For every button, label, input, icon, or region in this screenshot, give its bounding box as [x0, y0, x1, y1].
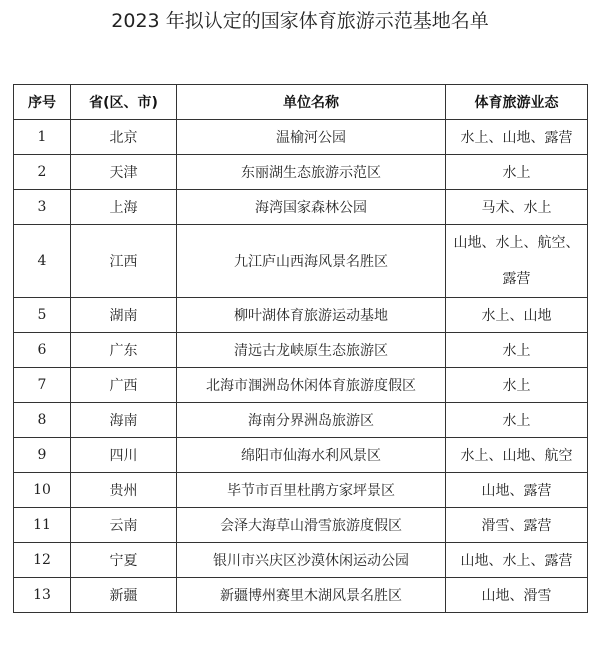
cell-tourism-type: 山地、滑雪 — [446, 578, 588, 613]
cell-province: 广西 — [71, 368, 177, 403]
cell-serial-number: 8 — [14, 403, 71, 438]
cell-tourism-type: 马术、水上 — [446, 190, 588, 225]
cell-unit-name: 北海市涠洲岛休闲体育旅游度假区 — [177, 368, 446, 403]
cell-unit-name: 银川市兴庆区沙漠休闲运动公园 — [177, 543, 446, 578]
cell-tourism-type: 水上、山地 — [446, 298, 588, 333]
cell-province: 新疆 — [71, 578, 177, 613]
base-list-table — [13, 84, 588, 613]
cell-serial-number: 2 — [14, 155, 71, 190]
cell-unit-name: 会泽大海草山滑雪旅游度假区 — [177, 508, 446, 543]
cell-province: 天津 — [71, 155, 177, 190]
table-row — [14, 155, 588, 190]
table-row — [14, 298, 588, 333]
cell-tourism-type: 水上 — [446, 368, 588, 403]
table-row — [14, 190, 588, 225]
cell-tourism-type: 水上、山地、航空 — [446, 438, 588, 473]
cell-tourism-type: 水上 — [446, 403, 588, 438]
cell-serial-number: 5 — [14, 298, 71, 333]
cell-tourism-type: 山地、水上、露营 — [446, 543, 588, 578]
table-row — [14, 368, 588, 403]
cell-tourism-type: 水上 — [446, 333, 588, 368]
cell-serial-number: 11 — [14, 508, 71, 543]
cell-serial-number: 6 — [14, 333, 71, 368]
cell-serial-number: 12 — [14, 543, 71, 578]
table-row — [14, 578, 588, 613]
cell-tourism-type: 水上 — [446, 155, 588, 190]
cell-province: 湖南 — [71, 298, 177, 333]
header-province: 省(区、市) — [71, 85, 177, 120]
table-header-row — [14, 85, 588, 120]
cell-unit-name: 绵阳市仙海水利风景区 — [177, 438, 446, 473]
header-tourism-type: 体育旅游业态 — [446, 85, 588, 120]
table-row — [14, 543, 588, 578]
cell-province: 广东 — [71, 333, 177, 368]
cell-unit-name: 九江庐山西海风景名胜区 — [177, 225, 446, 298]
cell-serial-number: 10 — [14, 473, 71, 508]
cell-serial-number: 3 — [14, 190, 71, 225]
table-row — [14, 508, 588, 543]
header-serial-number: 序号 — [14, 85, 71, 120]
cell-serial-number: 1 — [14, 120, 71, 155]
cell-tourism-type: 滑雪、露营 — [446, 508, 588, 543]
cell-serial-number: 4 — [14, 225, 71, 298]
cell-tourism-type: 山地、露营 — [446, 473, 588, 508]
cell-province: 上海 — [71, 190, 177, 225]
cell-tourism-type: 山地、水上、航空、露营 — [446, 225, 588, 298]
cell-serial-number: 9 — [14, 438, 71, 473]
cell-province: 贵州 — [71, 473, 177, 508]
cell-unit-name: 柳叶湖体育旅游运动基地 — [177, 298, 446, 333]
cell-serial-number: 7 — [14, 368, 71, 403]
page-title: 2023 年拟认定的国家体育旅游示范基地名单 — [111, 10, 489, 32]
cell-unit-name: 毕节市百里杜鹃方家坪景区 — [177, 473, 446, 508]
cell-unit-name: 温榆河公园 — [177, 120, 446, 155]
cell-province: 海南 — [71, 403, 177, 438]
table-row — [14, 403, 588, 438]
table-row — [14, 333, 588, 368]
cell-province: 四川 — [71, 438, 177, 473]
cell-unit-name: 清远古龙峡原生态旅游区 — [177, 333, 446, 368]
cell-unit-name: 海湾国家森林公园 — [177, 190, 446, 225]
cell-province: 北京 — [71, 120, 177, 155]
cell-unit-name: 新疆博州赛里木湖风景名胜区 — [177, 578, 446, 613]
table-row — [14, 225, 588, 298]
cell-province: 宁夏 — [71, 543, 177, 578]
cell-unit-name: 东丽湖生态旅游示范区 — [177, 155, 446, 190]
table-row — [14, 473, 588, 508]
cell-province: 云南 — [71, 508, 177, 543]
cell-serial-number: 13 — [14, 578, 71, 613]
cell-province: 江西 — [71, 225, 177, 298]
cell-tourism-type: 水上、山地、露营 — [446, 120, 588, 155]
table-row — [14, 438, 588, 473]
table-row — [14, 120, 588, 155]
header-unit-name: 单位名称 — [177, 85, 446, 120]
cell-unit-name: 海南分界洲岛旅游区 — [177, 403, 446, 438]
